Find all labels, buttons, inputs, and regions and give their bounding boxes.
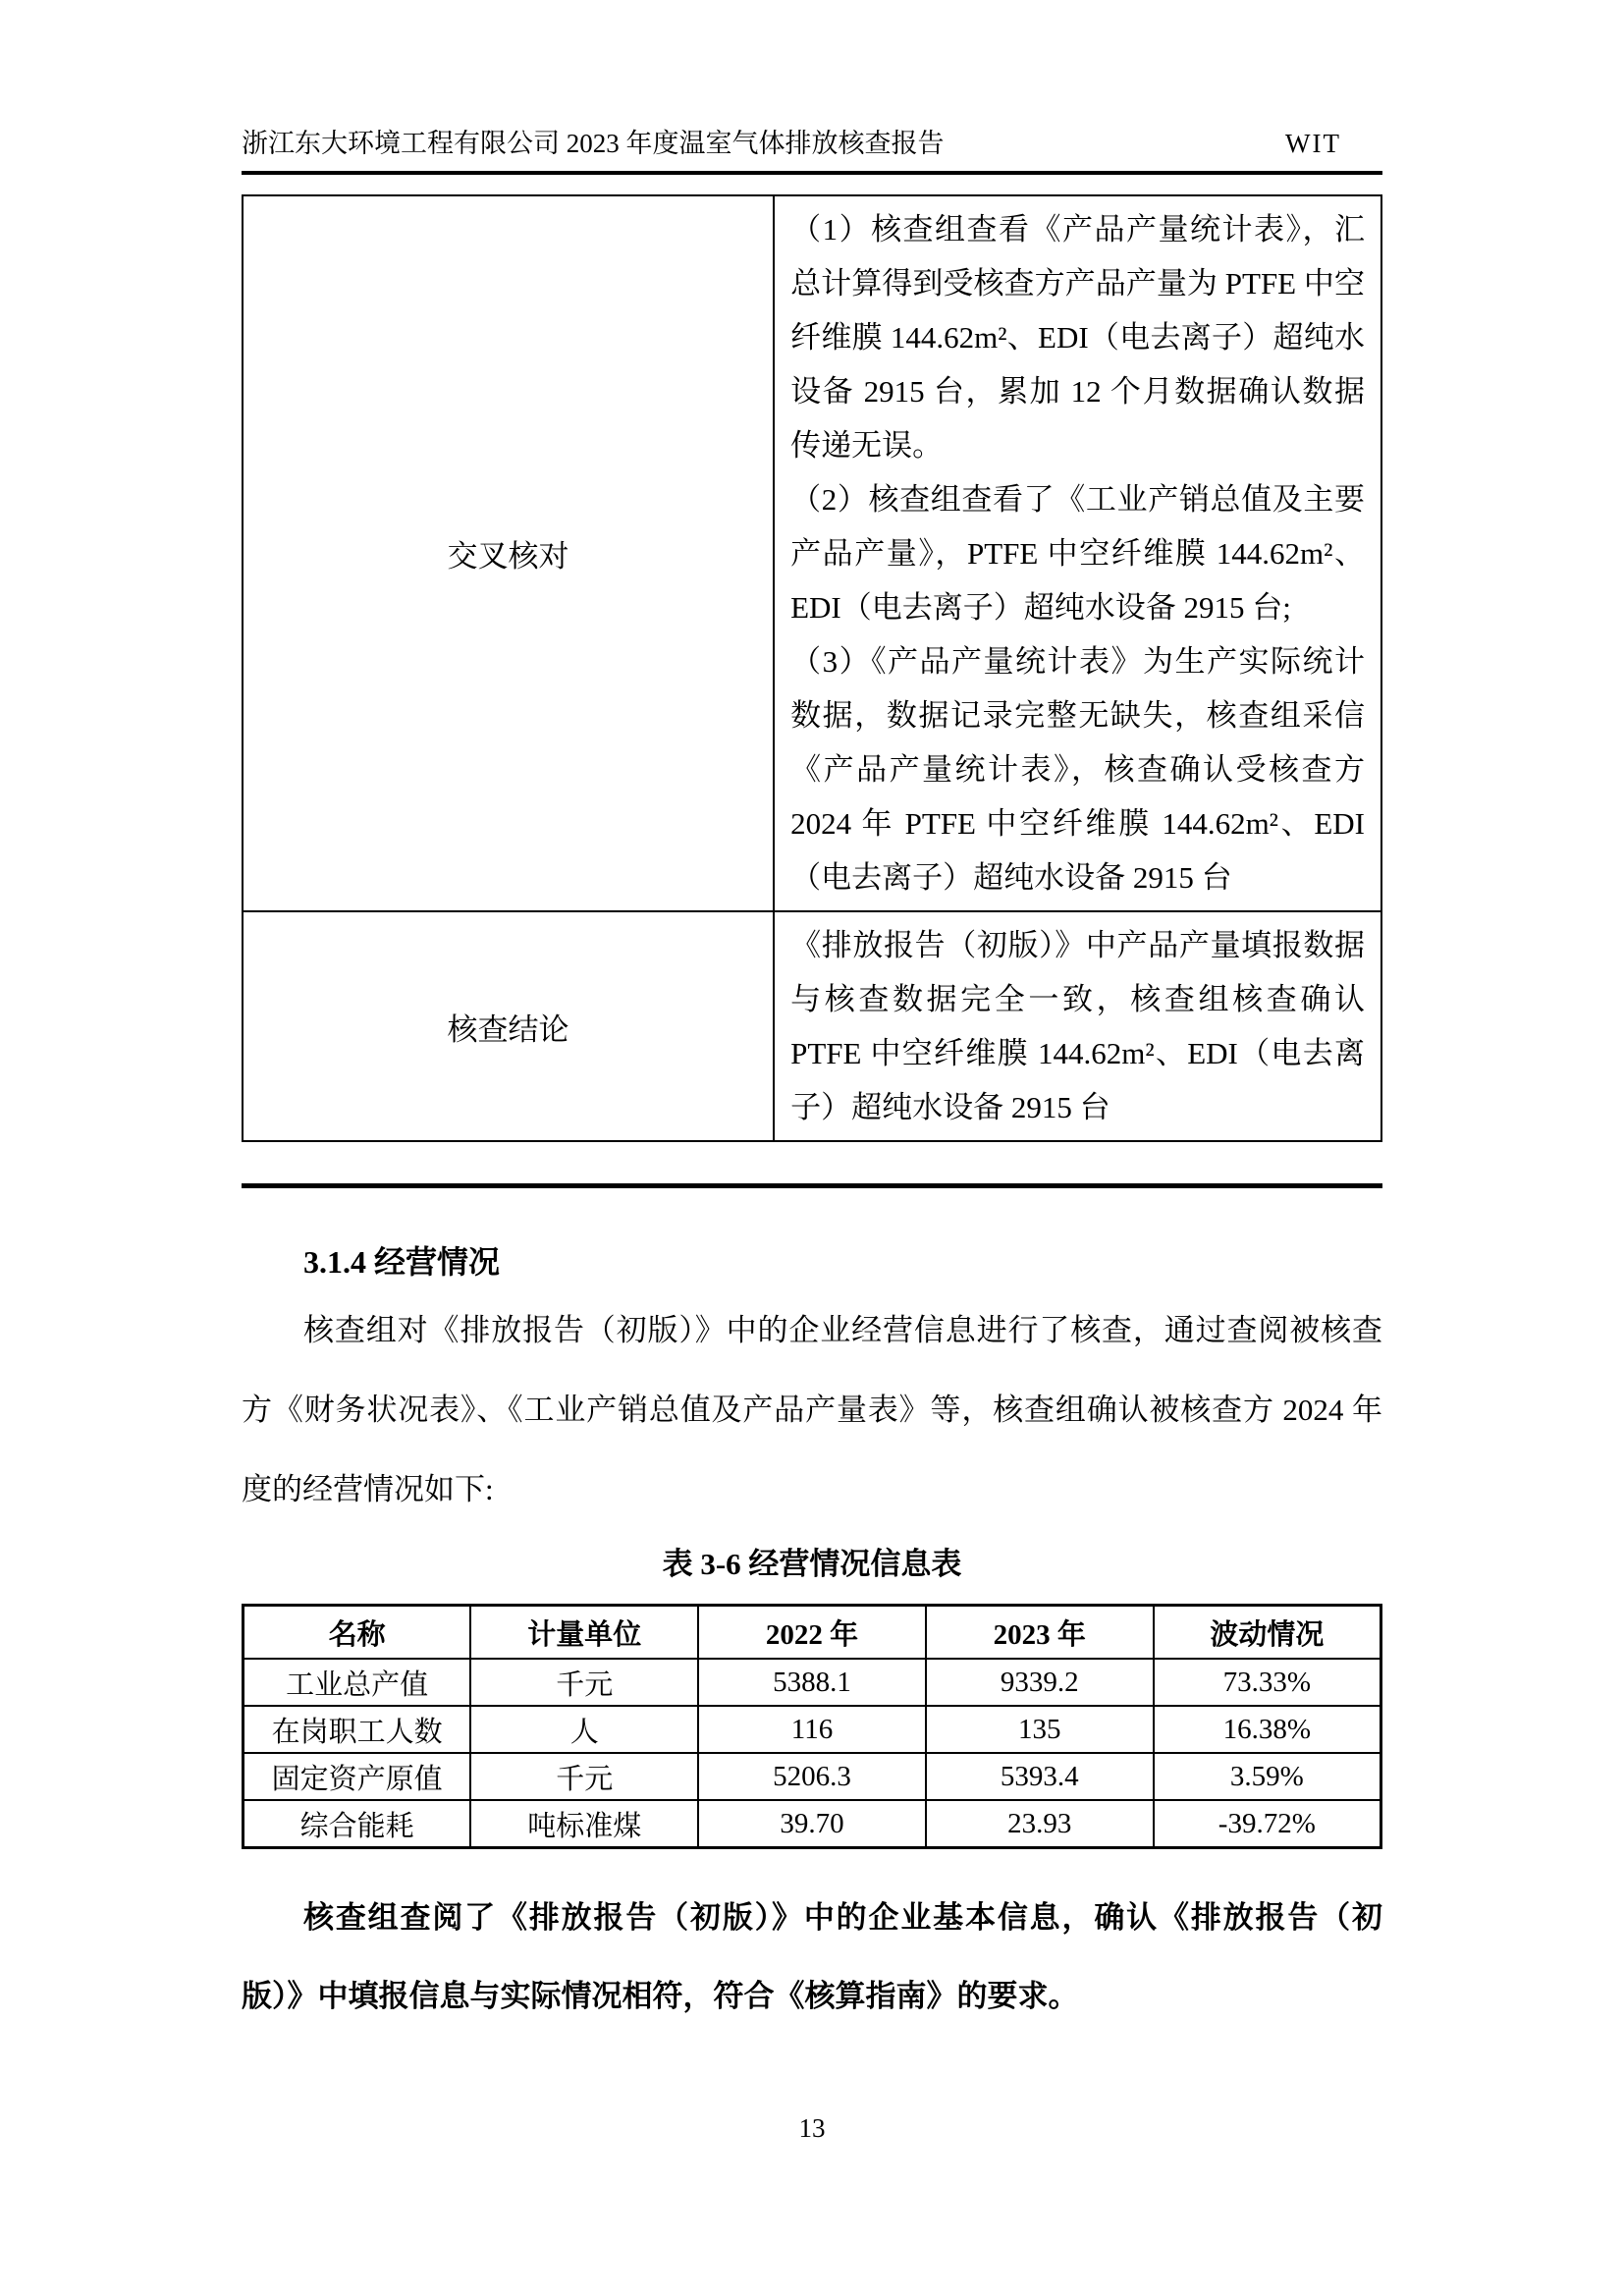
cell-fluctuation: 16.38%: [1154, 1706, 1381, 1753]
header-wit-logo: WIT: [1285, 129, 1341, 158]
cell-unit: 千元: [470, 1659, 698, 1706]
table-header-row: [244, 1606, 1381, 1660]
row-label-cross-check: 交叉核对: [243, 195, 774, 911]
table-row: [244, 1706, 1381, 1753]
page-header: [242, 0, 1382, 159]
conclusion-text: 《排放报告（初版）》中产品产量填报数据与核查数据完全一致，核查组核查确认 PTFE 中空纤维膜 144.62m²、EDI（电去离子）超纯水设备 2915 台: [790, 928, 1365, 1124]
table-row: [244, 1659, 1381, 1706]
table-row-cross-check: [243, 195, 1381, 911]
cell-2022: 39.70: [698, 1800, 926, 1848]
cross-check-item-3: （3）《产品产量统计表》为生产实际统计数据，数据记录完整无缺失，核查组采信《产品产量统计表》，核查确认受核查方 2024 年 PTFE 中空纤维膜 144.62m²、EDI（电去离子）超纯水设备 2915 台: [790, 644, 1365, 895]
header-report-title: 浙江东大环境工程有限公司 2023 年度温室气体排放核查报告: [242, 129, 945, 158]
row-label-conclusion: 核查结论: [243, 911, 774, 1141]
cell-name: 在岗职工人数: [244, 1706, 471, 1753]
closing-paragraph: 核查组查阅了《排放报告（初版）》中的企业基本信息，确认《排放报告（初版）》中填报信息与实际情况相符，符合《核算指南》的要求。: [242, 1900, 1382, 2013]
header-rule: [242, 171, 1382, 175]
cell-unit: 人: [470, 1706, 698, 1753]
page-content: [242, 0, 1382, 2036]
col-header-2023: 2023 年: [926, 1606, 1154, 1660]
table-row-conclusion: [243, 911, 1381, 1141]
cross-check-item-1: （1）核查组查看《产品产量统计表》，汇总计算得到受核查方产品产量为 PTFE 中空纤维膜 144.62m²、EDI（电去离子）超纯水设备 2915 台，累加 12 个月数据确认数据传递无误。: [790, 212, 1365, 463]
col-header-2022: 2022 年: [698, 1606, 926, 1660]
cell-unit: 千元: [470, 1753, 698, 1800]
cell-2023: 135: [926, 1706, 1154, 1753]
cell-fluctuation: 73.33%: [1154, 1659, 1381, 1706]
cell-2022: 5206.3: [698, 1753, 926, 1800]
section-paragraph: 核查组对《排放报告（初版）》中的企业经营信息进行了核查，通过查阅被核查方《财务状况表》、《工业产销总值及产品产量表》等，核查组确认被核查方 2024 年度的经营情况如下:: [242, 1313, 1382, 1506]
cross-check-item-2: （2）核查组查看了《工业产销总值及主要产品产量》，PTFE 中空纤维膜 144.62m²、EDI（电去离子）超纯水设备 2915 台;: [790, 482, 1365, 625]
cell-2023: 23.93: [926, 1800, 1154, 1848]
col-header-name: 名称: [244, 1606, 471, 1660]
section-heading-3-1-4: 3.1.4 经营情况: [303, 1244, 501, 1280]
cell-fluctuation: -39.72%: [1154, 1800, 1381, 1848]
cell-2022: 5388.1: [698, 1659, 926, 1706]
cell-2023: 9339.2: [926, 1659, 1154, 1706]
table-row: [244, 1753, 1381, 1800]
col-header-fluctuation: 波动情况: [1154, 1606, 1381, 1660]
business-info-table: [242, 1604, 1382, 1849]
table-3-6-title: 表 3-6 经营情况信息表: [662, 1547, 962, 1581]
col-header-unit: 计量单位: [470, 1606, 698, 1660]
row-content-conclusion: [774, 911, 1381, 1141]
page-number: 13: [798, 2113, 826, 2143]
row-content-cross-check: [774, 195, 1381, 911]
verification-table: [242, 194, 1382, 1142]
cell-2023: 5393.4: [926, 1753, 1154, 1800]
cell-name: 固定资产原值: [244, 1753, 471, 1800]
section-divider-rule: [242, 1183, 1382, 1188]
cell-unit: 吨标准煤: [470, 1800, 698, 1848]
cell-fluctuation: 3.59%: [1154, 1753, 1381, 1800]
table-row: [244, 1800, 1381, 1848]
cell-2022: 116: [698, 1706, 926, 1753]
cell-name: 综合能耗: [244, 1800, 471, 1848]
cell-name: 工业总产值: [244, 1659, 471, 1706]
